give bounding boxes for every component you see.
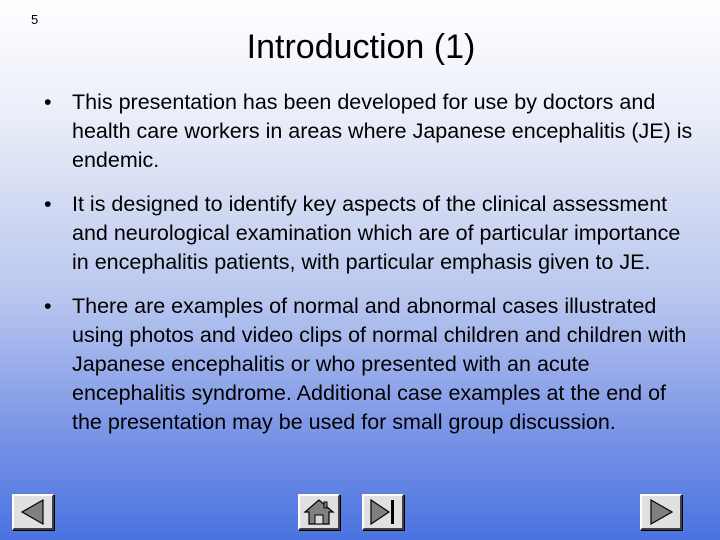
bullet-text: It is designed to identify key aspects of the clinical assessment and neurological examination which are of particular importance in encephalitis patients, with particular emphasis given to JE. [72,192,681,274]
home-button[interactable] [298,494,340,530]
bullet-item [44,190,694,277]
next-slide-button[interactable] [640,494,682,530]
skip-to-end-icon [364,496,402,528]
previous-slide-button[interactable] [12,494,54,530]
bullet-text: This presentation has been developed for use by doctors and health care workers in areas where Japanese encephalitis (JE) is endemic. [72,90,693,172]
bullet-item [44,88,694,175]
home-icon [300,496,338,528]
bullet-marker: • [44,90,52,114]
bullet-marker: • [44,192,52,216]
bullet-marker: • [44,294,52,318]
last-slide-button[interactable] [362,494,404,530]
bullet-list [44,88,694,452]
bullet-text: There are examples of normal and abnormal cases illustrated using photos and video clips of normal children and children with Japanese encephalitis or who presented with an acute encephalitis syndrome. Additional case examples at the end of the presentation may be used for small group discussion. [72,294,687,434]
page-number: 5 [31,12,39,27]
triangle-right-icon [642,496,680,528]
triangle-left-icon [14,496,52,528]
slide-title: Introduction (1) [246,28,476,66]
bullet-item [44,292,694,437]
